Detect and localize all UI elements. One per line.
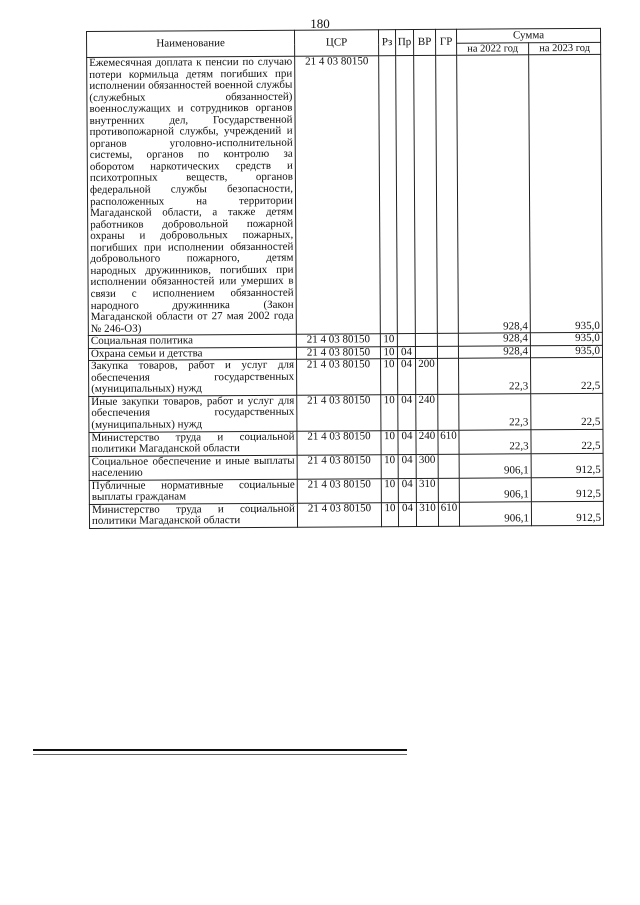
row-gr: 610 bbox=[438, 430, 459, 454]
header-sum-2022: на 2022 год bbox=[457, 43, 529, 55]
row-vr: 240 bbox=[416, 430, 438, 454]
row-name: Ежемесячная доплата к пенсии по случаю потери кормильца детям погибших при исполнении обязанностей военной службы (служебных обязанностей) военнослужащих и сотрудников органов внутренних дел, Государственной противопожарной службы, учреждений и органов уголовно-исполнительной системы, органов по контролю за оборотом наркотических средств и психотропных веществ, органов федеральной службы безопасности, расположенных на территории Магаданской области, а также детям работников добровольной пожарной охраны и добровольных пожарных, погибших при исполнении обязанностей добровольного пожарного, детям народных дружинников, погибших при исполнении обязанностей или умерших в связи с исполнением обязанностей народного дружинника (Закон Магаданской области от 27 мая 2002 года № 246-ОЗ) bbox=[87, 56, 297, 335]
row-rz: 10 bbox=[381, 502, 398, 526]
table-row bbox=[89, 429, 603, 456]
header-name: Наименование bbox=[87, 30, 295, 57]
row-sum-2022: 22,3 bbox=[459, 358, 531, 394]
row-sum-2023: 22,5 bbox=[531, 429, 603, 454]
row-sum-2022: 906,1 bbox=[459, 502, 531, 527]
row-sum-2022: 22,3 bbox=[459, 429, 531, 454]
row-csr: 21 4 03 80150 bbox=[297, 395, 381, 431]
row-gr: 610 bbox=[438, 502, 459, 526]
row-pr bbox=[396, 56, 416, 334]
row-vr: 300 bbox=[416, 454, 438, 478]
row-gr bbox=[438, 478, 459, 502]
row-sum-2023: 912,5 bbox=[531, 501, 603, 526]
row-csr: 21 4 03 80150 bbox=[295, 56, 381, 335]
row-csr: 21 4 03 80150 bbox=[296, 346, 380, 359]
row-csr: 21 4 03 80150 bbox=[297, 454, 381, 479]
table-row bbox=[87, 54, 603, 335]
row-pr: 04 bbox=[398, 430, 416, 454]
row-gr bbox=[436, 55, 459, 333]
row-pr: 04 bbox=[398, 478, 416, 502]
row-sum-2022: 906,1 bbox=[459, 477, 531, 502]
row-sum-2022: 928,4 bbox=[458, 345, 530, 358]
row-sum-2022: 906,1 bbox=[459, 453, 531, 478]
header-rz: Рз bbox=[378, 30, 395, 56]
row-name: Публичные нормативные социальные выплаты гражданам bbox=[89, 479, 297, 504]
row-sum-2023: 935,0 bbox=[530, 345, 602, 358]
row-name: Министерство труда и социальной политики Магаданской области bbox=[89, 431, 297, 456]
row-rz: 10 bbox=[381, 478, 398, 502]
row-sum-2022: 22,3 bbox=[459, 394, 531, 430]
row-gr bbox=[438, 454, 459, 478]
header-sum-2023: на 2023 год bbox=[529, 42, 601, 54]
row-rz: 10 bbox=[381, 454, 398, 478]
row-vr: 310 bbox=[416, 502, 438, 526]
row-vr: 240 bbox=[416, 394, 438, 430]
row-gr bbox=[437, 346, 458, 359]
page-number: 180 bbox=[310, 16, 330, 31]
footer-rule-thin bbox=[33, 754, 407, 755]
table-row bbox=[89, 358, 603, 397]
row-name: Социальная политика bbox=[88, 334, 296, 348]
row-name: Социальное обеспечение и иные выплаты населению bbox=[89, 455, 297, 480]
row-name: Иные закупки товаров, работ и услуг для обеспечения государственных (муниципальных) нужд bbox=[89, 395, 297, 432]
header-csr: ЦСР bbox=[294, 30, 378, 57]
header-pr: Пр bbox=[395, 29, 413, 55]
row-rz: 10 bbox=[380, 334, 397, 347]
row-name: Охрана семьи и детства bbox=[88, 347, 296, 361]
table-row bbox=[89, 453, 603, 480]
row-name: Закупка товаров, работ и услуг для обеспечения государственных (муниципальных) нужд bbox=[89, 359, 297, 396]
budget-table bbox=[86, 28, 604, 529]
row-pr: 04 bbox=[397, 346, 415, 359]
row-sum-2023: 912,5 bbox=[531, 453, 603, 478]
row-vr: 200 bbox=[416, 359, 438, 395]
row-rz: 10 bbox=[381, 359, 398, 395]
row-rz: 10 bbox=[380, 346, 397, 359]
row-pr: 04 bbox=[398, 454, 416, 478]
row-sum-2023: 912,5 bbox=[531, 477, 603, 502]
row-csr: 21 4 03 80150 bbox=[297, 359, 381, 395]
header-gr: ГР bbox=[435, 29, 456, 55]
header-sum: Сумма bbox=[456, 28, 600, 43]
footer-rule bbox=[33, 749, 407, 751]
row-pr bbox=[397, 334, 415, 347]
row-csr: 21 4 03 80150 bbox=[296, 334, 380, 347]
row-sum-2023: 935,0 bbox=[530, 332, 602, 345]
row-rz bbox=[379, 56, 398, 334]
row-sum-2023: 22,5 bbox=[531, 393, 603, 429]
row-rz: 10 bbox=[381, 394, 398, 430]
row-sum-2023: 22,5 bbox=[531, 358, 603, 394]
row-vr bbox=[415, 346, 437, 359]
row-sum-2022: 928,4 bbox=[457, 55, 531, 334]
row-vr: 310 bbox=[416, 478, 438, 502]
row-gr bbox=[438, 394, 459, 430]
row-vr bbox=[414, 55, 438, 333]
header-vr: ВР bbox=[413, 29, 435, 55]
budget-table-sheet bbox=[86, 28, 603, 603]
table-row bbox=[89, 393, 603, 432]
row-gr bbox=[438, 358, 459, 394]
row-rz: 10 bbox=[381, 430, 398, 454]
row-gr bbox=[437, 333, 458, 346]
row-sum-2022: 928,4 bbox=[458, 333, 530, 346]
row-pr: 04 bbox=[398, 502, 416, 526]
row-name: Министерство труда и социальной политики Магаданской области bbox=[89, 503, 297, 528]
row-pr: 04 bbox=[398, 394, 416, 430]
row-csr: 21 4 03 80150 bbox=[297, 478, 381, 503]
row-csr: 21 4 03 80150 bbox=[297, 430, 381, 455]
row-csr: 21 4 03 80150 bbox=[297, 503, 381, 528]
table-row bbox=[89, 477, 603, 504]
row-vr bbox=[415, 333, 437, 346]
table-row bbox=[89, 501, 603, 528]
row-pr: 04 bbox=[398, 359, 416, 395]
row-sum-2023: 935,0 bbox=[529, 54, 603, 333]
